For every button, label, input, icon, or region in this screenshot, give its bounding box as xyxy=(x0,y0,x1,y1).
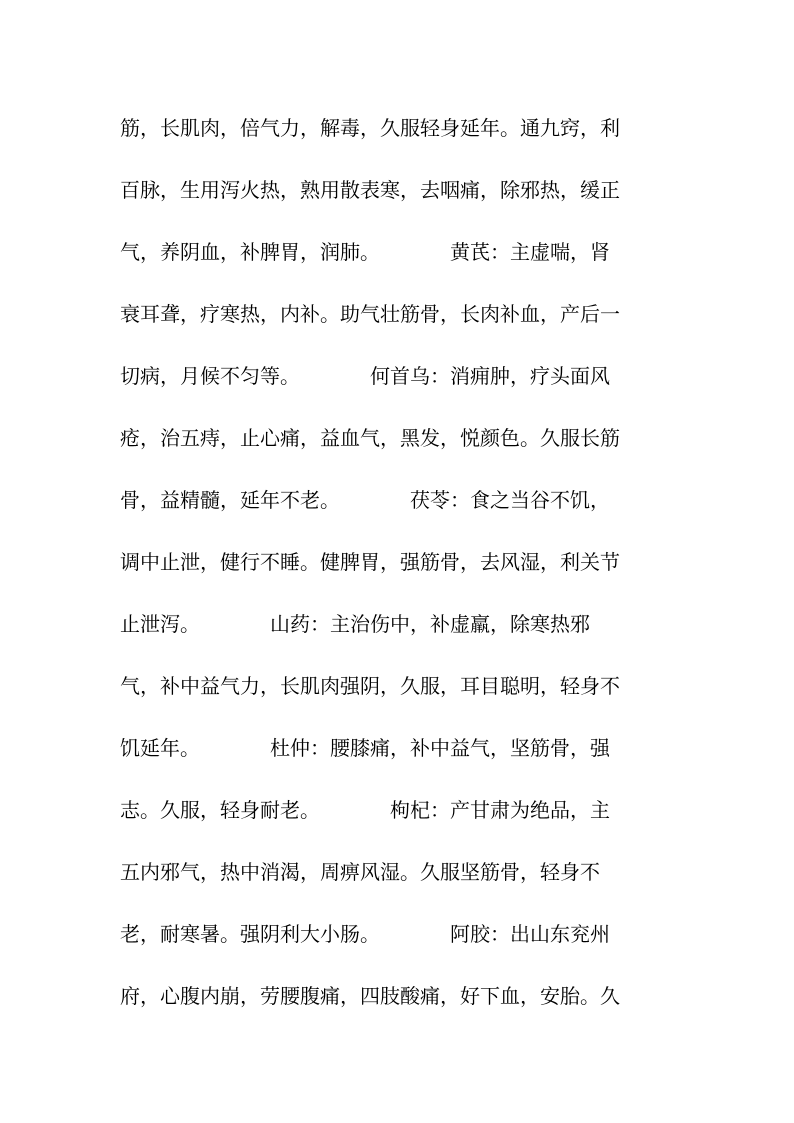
text-line: 气，养阴血，补脾胃，润肺。 黄芪：主虚喘，肾 xyxy=(120,240,610,264)
text-line: 百脉，生用泻火热，熟用散表寒，去咽痛，除邪热，缓正 xyxy=(120,178,620,202)
text-line: 饥延年。 杜仲：腰膝痛，补中益气，坚筋骨，强 xyxy=(120,736,610,760)
text-line: 气，补中益气力，长肌肉强阴，久服，耳目聪明，轻身不 xyxy=(120,674,620,698)
text-line: 衰耳聋，疗寒热，内补。助气壮筋骨，长肉补血，产后一 xyxy=(120,302,620,326)
text-line: 止泄泻。 山药：主治伤中，补虚羸，除寒热邪 xyxy=(120,612,590,636)
text-line: 调中止泄，健行不睡。健脾胃，强筋骨，去风湿，利关节 xyxy=(120,550,620,574)
text-line: 疮，治五痔，止心痛，益血气，黑发，悦颜色。久服长筋 xyxy=(120,426,620,450)
text-line: 骨，益精髓，延年不老。 茯苓：食之当谷不饥， xyxy=(120,488,610,512)
text-line: 志。久服，轻身耐老。 枸杞：产甘肃为绝品，主 xyxy=(120,798,610,822)
text-line: 老，耐寒暑。强阴利大小肠。 阿胶：出山东兖州 xyxy=(120,922,610,946)
text-line: 筋，长肌肉，倍气力，解毒，久服轻身延年。通九窍，利 xyxy=(120,116,620,140)
text-line: 五内邪气，热中消渴，周痹风湿。久服坚筋骨，轻身不 xyxy=(120,860,600,884)
text-line: 切病，月候不匀等。 何首乌：消痈肿，疗头面风 xyxy=(120,364,610,388)
text-line: 府，心腹内崩，劳腰腹痛，四肢酸痛，好下血，安胎。久 xyxy=(120,984,620,1008)
